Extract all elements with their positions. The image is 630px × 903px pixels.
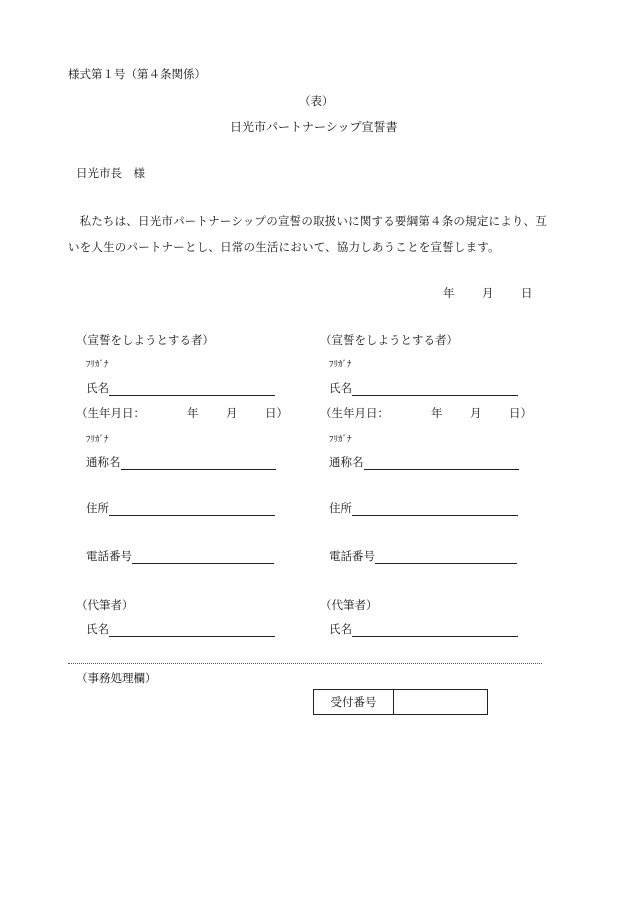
party-2-proxy-heading: （代筆者）	[320, 598, 378, 612]
party-1-phone-field[interactable]	[86, 548, 274, 564]
party-1-alias-line[interactable]	[121, 469, 276, 470]
side-label: （表）	[299, 94, 334, 108]
party-1-address-field[interactable]	[86, 500, 275, 516]
party-2-name-field[interactable]	[329, 380, 518, 396]
party-1-alias-label: 通称名	[86, 455, 121, 469]
party-2-phone-line[interactable]	[375, 563, 517, 564]
party-1-proxy-name-line[interactable]	[109, 636, 275, 637]
office-use-heading: （事務処理欄）	[76, 671, 157, 685]
cut-line-divider	[68, 663, 542, 664]
party-1-proxy-name-field[interactable]	[86, 621, 275, 637]
form-number: 様式第１号（第４条関係）	[68, 67, 206, 81]
date-year-label: 年	[443, 286, 455, 300]
party-2-alias-label: 通称名	[329, 455, 364, 469]
receipt-number-value-cell[interactable]	[392, 689, 488, 715]
party-2-name-label: 氏名	[329, 381, 352, 395]
declaration-text: 私たちは、日光市パートナーシップの宣誓の取扱いに関する要綱第４条の規定により、互いを人生のパートナーとし、日常の生活において、協力しあうことを宣誓します。	[68, 214, 548, 254]
party-1-furigana-label-2: ﾌﾘｶﾞﾅ	[86, 435, 109, 445]
party-2-birthdate	[320, 405, 389, 421]
party-2-address-line[interactable]	[352, 515, 518, 516]
party-1-phone-line[interactable]	[132, 563, 274, 564]
party-2-address-field[interactable]	[329, 500, 518, 516]
party-1-birth-day: 日）	[265, 406, 288, 420]
party-1-heading: （宣誓をしようとする者）	[76, 333, 214, 347]
party-1-address-line[interactable]	[109, 515, 275, 516]
party-1-proxy-name-label: 氏名	[86, 622, 109, 636]
date-day-label: 日	[521, 286, 533, 300]
party-1-phone-label: 電話番号	[86, 549, 132, 563]
party-1-birth-label: （生年月日：	[76, 406, 145, 420]
party-1-name-field[interactable]	[86, 380, 275, 396]
party-1-proxy-heading: （代筆者）	[76, 598, 134, 612]
party-2-birth-label: （生年月日：	[320, 406, 389, 420]
party-2-phone-label: 電話番号	[329, 549, 375, 563]
party-2-alias-line[interactable]	[364, 469, 519, 470]
addressee: 日光市長 様	[76, 166, 145, 180]
party-1-name-line[interactable]	[109, 395, 275, 396]
party-2-address-label: 住所	[329, 501, 352, 515]
party-1-address-label: 住所	[86, 501, 109, 515]
party-2-furigana-label: ﾌﾘｶﾞﾅ	[329, 360, 352, 370]
date-month-label: 月	[482, 286, 494, 300]
party-2-birth-year: 年	[431, 406, 443, 420]
party-2-proxy-name-field[interactable]	[329, 621, 518, 637]
party-1-birth-month: 月	[226, 406, 238, 420]
party-1-name-label: 氏名	[86, 381, 109, 395]
party-2-alias-field[interactable]	[329, 454, 519, 470]
party-2-name-line[interactable]	[352, 395, 518, 396]
party-1-alias-field[interactable]	[86, 454, 276, 470]
receipt-number-label-cell	[313, 689, 394, 715]
party-2-heading: （宣誓をしようとする者）	[320, 333, 458, 347]
party-1-birthdate	[76, 405, 145, 421]
page-title: 日光市パートナーシップ宣誓書	[230, 120, 398, 134]
party-1-furigana-label: ﾌﾘｶﾞﾅ	[86, 360, 109, 370]
party-2-birth-month: 月	[470, 406, 482, 420]
party-1-birth-year: 年	[187, 406, 199, 420]
party-2-furigana-label-2: ﾌﾘｶﾞﾅ	[329, 435, 352, 445]
receipt-number-label: 受付番号	[330, 695, 377, 709]
party-2-birth-day: 日）	[509, 406, 532, 420]
party-2-proxy-name-label: 氏名	[329, 622, 352, 636]
party-2-phone-field[interactable]	[329, 548, 517, 564]
party-2-proxy-name-line[interactable]	[352, 636, 518, 637]
